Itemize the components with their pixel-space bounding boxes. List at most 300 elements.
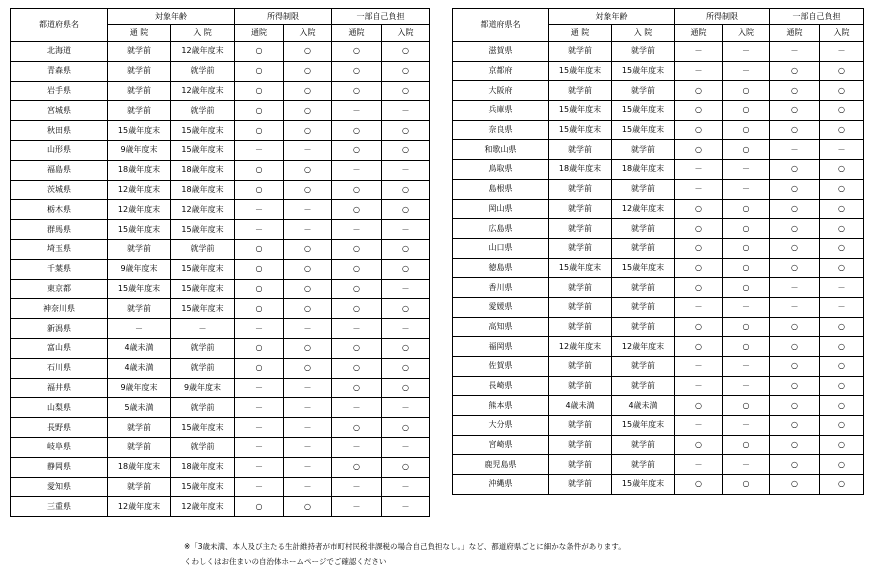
inpatient-age-cell: 15歳年度末 xyxy=(612,416,675,436)
copay-outpatient-cell: ○ xyxy=(332,140,382,160)
income-limit-header: 所得制限 xyxy=(675,9,770,25)
table-row xyxy=(453,317,864,337)
prefecture-name-cell: 福岡県 xyxy=(453,337,549,357)
table-row xyxy=(453,337,864,357)
outpatient-age-cell: 就学前 xyxy=(549,238,612,258)
income-limit-inpatient-cell: ○ xyxy=(723,101,770,121)
sub-header-inpatient: 入院 xyxy=(284,25,332,42)
inpatient-age-cell: 15歳年度末 xyxy=(171,418,235,438)
inpatient-age-cell: 就学前 xyxy=(612,179,675,199)
table-row xyxy=(11,160,430,180)
table-row xyxy=(11,101,430,121)
inpatient-age-cell: 12歳年度末 xyxy=(171,81,235,101)
copay-outpatient-cell: － xyxy=(332,497,382,517)
income-limit-outpatient-cell: ○ xyxy=(675,199,723,219)
prefecture-name-cell: 広島県 xyxy=(453,219,549,239)
outpatient-age-cell: 就学前 xyxy=(549,219,612,239)
copay-outpatient-cell: ○ xyxy=(770,317,820,337)
prefecture-name-cell: 京都府 xyxy=(453,61,549,81)
sub-header-inpatient: 入院 xyxy=(820,25,864,42)
income-limit-outpatient-cell: ○ xyxy=(675,101,723,121)
sub-header-inpatient: 入院 xyxy=(382,25,430,42)
table-row xyxy=(11,437,430,457)
copay-outpatient-cell: ○ xyxy=(332,121,382,141)
income-limit-inpatient-cell: － xyxy=(723,160,770,180)
inpatient-age-cell: 就学前 xyxy=(612,140,675,160)
income-limit-outpatient-cell: ○ xyxy=(235,338,284,358)
income-limit-inpatient-cell: ○ xyxy=(284,299,332,319)
table-row xyxy=(11,457,430,477)
copay-inpatient-cell: － xyxy=(382,437,430,457)
income-limit-outpatient-cell: － xyxy=(235,437,284,457)
copay-inpatient-cell: ○ xyxy=(382,180,430,200)
inpatient-age-cell: 12歳年度末 xyxy=(171,200,235,220)
copay-inpatient-cell: － xyxy=(382,477,430,497)
copay-outpatient-cell: ○ xyxy=(770,101,820,121)
income-limit-inpatient-cell: ○ xyxy=(284,358,332,378)
outpatient-age-cell: 就学前 xyxy=(549,376,612,396)
income-limit-inpatient-cell: － xyxy=(284,398,332,418)
inpatient-age-cell: 就学前 xyxy=(612,42,675,62)
prefecture-name-cell: 岐阜県 xyxy=(11,437,108,457)
prefecture-name-cell: 埼玉県 xyxy=(11,239,108,259)
outpatient-age-cell: 就学前 xyxy=(549,199,612,219)
inpatient-age-cell: 就学前 xyxy=(171,101,235,121)
income-limit-inpatient-cell: ○ xyxy=(284,279,332,299)
outpatient-age-cell: 4歳未満 xyxy=(549,396,612,416)
outpatient-age-cell: 就学前 xyxy=(549,317,612,337)
copay-outpatient-cell: － xyxy=(332,319,382,339)
table-row xyxy=(453,297,864,317)
inpatient-age-cell: 15歳年度末 xyxy=(612,120,675,140)
outpatient-age-cell: 就学前 xyxy=(549,140,612,160)
prefecture-name-cell: 神奈川県 xyxy=(11,299,108,319)
income-limit-inpatient-cell: ○ xyxy=(723,396,770,416)
table-row xyxy=(453,120,864,140)
income-limit-outpatient-cell: ○ xyxy=(675,278,723,298)
table-row xyxy=(11,140,430,160)
outpatient-age-cell: 就学前 xyxy=(108,437,171,457)
prefecture-name-cell: 石川県 xyxy=(11,358,108,378)
inpatient-age-cell: 15歳年度末 xyxy=(171,220,235,240)
income-limit-outpatient-cell: ○ xyxy=(675,396,723,416)
table-row xyxy=(11,121,430,141)
copay-inpatient-cell: ○ xyxy=(820,160,864,180)
income-limit-outpatient-cell: ○ xyxy=(235,239,284,259)
inpatient-age-cell: 就学前 xyxy=(612,455,675,475)
income-limit-outpatient-cell: － xyxy=(235,220,284,240)
outpatient-age-cell: 就学前 xyxy=(549,81,612,101)
copay-inpatient-cell: － xyxy=(382,220,430,240)
table-row xyxy=(11,497,430,517)
prefecture-name-cell: 沖縄県 xyxy=(453,475,549,495)
copay-inpatient-cell: ○ xyxy=(820,238,864,258)
table-row xyxy=(453,61,864,81)
inpatient-age-cell: － xyxy=(171,319,235,339)
outpatient-age-cell: 12歳年度末 xyxy=(108,180,171,200)
copay-outpatient-cell: ○ xyxy=(332,180,382,200)
prefecture-name-cell: 茨城県 xyxy=(11,180,108,200)
prefecture-name-cell: 東京都 xyxy=(11,279,108,299)
income-limit-inpatient-cell: － xyxy=(723,357,770,377)
income-limit-inpatient-cell: ○ xyxy=(723,317,770,337)
prefecture-name-cell: 長野県 xyxy=(11,418,108,438)
copay-inpatient-cell: ○ xyxy=(382,239,430,259)
income-limit-outpatient-cell: － xyxy=(675,61,723,81)
copay-inpatient-cell: ○ xyxy=(382,259,430,279)
outpatient-age-cell: 9歳年度末 xyxy=(108,259,171,279)
copay-outpatient-cell: ○ xyxy=(770,61,820,81)
copay-inpatient-cell: ○ xyxy=(382,299,430,319)
copay-outpatient-cell: ○ xyxy=(332,239,382,259)
table-row xyxy=(453,140,864,160)
inpatient-age-cell: 9歳年度末 xyxy=(171,378,235,398)
copay-outpatient-cell: ○ xyxy=(770,81,820,101)
copay-outpatient-cell: ○ xyxy=(770,337,820,357)
income-limit-inpatient-cell: － xyxy=(723,179,770,199)
right-table-body xyxy=(453,42,864,495)
outpatient-age-cell: 15歳年度末 xyxy=(549,258,612,278)
copay-inpatient-cell: ○ xyxy=(820,455,864,475)
income-limit-outpatient-cell: － xyxy=(235,477,284,497)
prefecture-header: 都道府県名 xyxy=(11,9,108,42)
inpatient-age-cell: 18歳年度末 xyxy=(171,457,235,477)
copay-outpatient-cell: － xyxy=(332,160,382,180)
inpatient-age-cell: 15歳年度末 xyxy=(171,140,235,160)
income-limit-outpatient-cell: ○ xyxy=(675,435,723,455)
income-limit-outpatient-cell: － xyxy=(675,297,723,317)
copay-inpatient-cell: ○ xyxy=(382,140,430,160)
copay-outpatient-cell: ○ xyxy=(770,475,820,495)
outpatient-age-cell: 就学前 xyxy=(549,278,612,298)
table-row xyxy=(453,199,864,219)
copay-inpatient-cell: ○ xyxy=(382,378,430,398)
income-limit-outpatient-cell: ○ xyxy=(235,160,284,180)
outpatient-age-cell: 12歳年度末 xyxy=(108,200,171,220)
income-limit-inpatient-cell: － xyxy=(284,319,332,339)
outpatient-age-cell: 就学前 xyxy=(549,297,612,317)
copay-outpatient-cell: － xyxy=(332,477,382,497)
prefecture-header: 都道府県名 xyxy=(453,9,549,42)
prefecture-name-cell: 福島県 xyxy=(11,160,108,180)
inpatient-age-cell: 就学前 xyxy=(612,376,675,396)
right-prefecture-table xyxy=(452,8,864,495)
table-row xyxy=(453,238,864,258)
table-row xyxy=(453,42,864,62)
income-limit-inpatient-cell: － xyxy=(723,376,770,396)
inpatient-age-cell: 就学前 xyxy=(612,219,675,239)
income-limit-outpatient-cell: － xyxy=(235,398,284,418)
table-row xyxy=(453,219,864,239)
prefecture-name-cell: 佐賀県 xyxy=(453,357,549,377)
outpatient-age-cell: 就学前 xyxy=(549,42,612,62)
inpatient-age-cell: 18歳年度末 xyxy=(171,180,235,200)
inpatient-age-cell: 12歳年度末 xyxy=(612,337,675,357)
table-row xyxy=(453,278,864,298)
income-limit-inpatient-cell: ○ xyxy=(284,81,332,101)
table-row xyxy=(11,239,430,259)
income-limit-inpatient-cell: ○ xyxy=(284,180,332,200)
income-limit-inpatient-cell: ○ xyxy=(284,259,332,279)
left-table-body xyxy=(11,42,430,517)
copay-inpatient-cell: ○ xyxy=(382,457,430,477)
table-row xyxy=(453,396,864,416)
copay-outpatient-cell: ○ xyxy=(332,200,382,220)
sub-header-outpatient: 通院 xyxy=(235,25,284,42)
outpatient-age-cell: 就学前 xyxy=(108,299,171,319)
inpatient-age-cell: 15歳年度末 xyxy=(171,259,235,279)
prefecture-name-cell: 山形県 xyxy=(11,140,108,160)
inpatient-age-cell: 就学前 xyxy=(171,398,235,418)
sub-header-outpatient: 通 院 xyxy=(108,25,171,42)
income-limit-inpatient-cell: ○ xyxy=(723,140,770,160)
prefecture-name-cell: 宮城県 xyxy=(11,101,108,121)
copay-outpatient-cell: ○ xyxy=(332,299,382,319)
income-limit-outpatient-cell: ○ xyxy=(235,497,284,517)
copay-inpatient-cell: ○ xyxy=(820,357,864,377)
copay-inpatient-cell: ○ xyxy=(382,81,430,101)
copay-outpatient-cell: ○ xyxy=(332,378,382,398)
prefecture-name-cell: 千葉県 xyxy=(11,259,108,279)
copay-outpatient-cell: － xyxy=(770,278,820,298)
copay-outpatient-cell: ○ xyxy=(770,455,820,475)
income-limit-outpatient-cell: ○ xyxy=(675,238,723,258)
sub-header-inpatient: 入 院 xyxy=(171,25,235,42)
prefecture-name-cell: 愛知県 xyxy=(11,477,108,497)
income-limit-inpatient-cell: － xyxy=(723,42,770,62)
prefecture-name-cell: 宮崎県 xyxy=(453,435,549,455)
income-limit-outpatient-cell: ○ xyxy=(675,337,723,357)
table-row xyxy=(11,358,430,378)
income-limit-outpatient-cell: － xyxy=(675,42,723,62)
copay-inpatient-cell: ○ xyxy=(382,121,430,141)
inpatient-age-cell: 15歳年度末 xyxy=(171,299,235,319)
copay-outpatient-cell: ○ xyxy=(332,81,382,101)
prefecture-name-cell: 島根県 xyxy=(453,179,549,199)
income-limit-inpatient-cell: ○ xyxy=(723,278,770,298)
table-row xyxy=(11,220,430,240)
prefecture-name-cell: 青森県 xyxy=(11,61,108,81)
copay-inpatient-cell: － xyxy=(382,279,430,299)
income-limit-inpatient-cell: － xyxy=(723,61,770,81)
copay-outpatient-cell: ○ xyxy=(332,338,382,358)
income-limit-inpatient-cell: ○ xyxy=(723,258,770,278)
prefecture-name-cell: 徳島県 xyxy=(453,258,549,278)
income-limit-inpatient-cell: ○ xyxy=(723,199,770,219)
copay-inpatient-cell: － xyxy=(820,42,864,62)
income-limit-inpatient-cell: ○ xyxy=(723,81,770,101)
table-row xyxy=(453,179,864,199)
table-row xyxy=(11,180,430,200)
income-limit-inpatient-cell: － xyxy=(284,378,332,398)
table-row xyxy=(453,81,864,101)
income-limit-outpatient-cell: ○ xyxy=(675,475,723,495)
income-limit-inpatient-cell: － xyxy=(284,140,332,160)
copay-inpatient-cell: ○ xyxy=(820,179,864,199)
income-limit-inpatient-cell: ○ xyxy=(723,219,770,239)
income-limit-outpatient-cell: ○ xyxy=(235,81,284,101)
table-row xyxy=(11,299,430,319)
copay-inpatient-cell: － xyxy=(820,140,864,160)
outpatient-age-cell: 就学前 xyxy=(549,475,612,495)
prefecture-name-cell: 鳥取県 xyxy=(453,160,549,180)
income-limit-inpatient-cell: ○ xyxy=(284,497,332,517)
copay-outpatient-cell: ○ xyxy=(332,42,382,62)
income-limit-outpatient-cell: － xyxy=(235,378,284,398)
income-limit-outpatient-cell: ○ xyxy=(235,101,284,121)
copay-inpatient-cell: ○ xyxy=(820,317,864,337)
income-limit-inpatient-cell: ○ xyxy=(284,101,332,121)
outpatient-age-cell: 就学前 xyxy=(108,42,171,62)
income-limit-outpatient-cell: － xyxy=(235,319,284,339)
copay-inpatient-cell: ○ xyxy=(820,101,864,121)
copay-outpatient-cell: ○ xyxy=(332,457,382,477)
outpatient-age-cell: 就学前 xyxy=(549,357,612,377)
prefecture-name-cell: 鹿児島県 xyxy=(453,455,549,475)
income-limit-outpatient-cell: － xyxy=(675,416,723,436)
inpatient-age-cell: 就学前 xyxy=(171,437,235,457)
income-limit-outpatient-cell: － xyxy=(235,457,284,477)
outpatient-age-cell: 就学前 xyxy=(549,179,612,199)
copay-inpatient-cell: － xyxy=(820,297,864,317)
left-prefecture-table xyxy=(10,8,430,517)
income-limit-outpatient-cell: ○ xyxy=(235,299,284,319)
copay-inpatient-cell: － xyxy=(382,160,430,180)
table-row xyxy=(11,319,430,339)
copay-outpatient-cell: － xyxy=(332,398,382,418)
prefecture-name-cell: 北海道 xyxy=(11,42,108,62)
income-limit-inpatient-cell: － xyxy=(284,477,332,497)
copay-outpatient-cell: ○ xyxy=(770,199,820,219)
copay-outpatient-cell: ○ xyxy=(770,219,820,239)
prefecture-name-cell: 長崎県 xyxy=(453,376,549,396)
prefecture-name-cell: 富山県 xyxy=(11,338,108,358)
income-limit-outpatient-cell: ○ xyxy=(235,42,284,62)
table-row xyxy=(11,279,430,299)
table-row xyxy=(453,160,864,180)
copay-inpatient-cell: ○ xyxy=(382,42,430,62)
inpatient-age-cell: 4歳未満 xyxy=(612,396,675,416)
copay-inpatient-cell: ○ xyxy=(820,416,864,436)
inpatient-age-cell: 就学前 xyxy=(612,278,675,298)
inpatient-age-cell: 就学前 xyxy=(612,297,675,317)
inpatient-age-cell: 12歳年度末 xyxy=(171,42,235,62)
copay-inpatient-cell: ○ xyxy=(820,396,864,416)
prefecture-name-cell: 兵庫県 xyxy=(453,101,549,121)
copay-inpatient-cell: ○ xyxy=(382,358,430,378)
prefecture-name-cell: 大阪府 xyxy=(453,81,549,101)
table-row xyxy=(453,376,864,396)
copay-inpatient-cell: － xyxy=(820,278,864,298)
income-limit-inpatient-cell: ○ xyxy=(723,475,770,495)
copay-outpatient-cell: ○ xyxy=(332,61,382,81)
inpatient-age-cell: 18歳年度末 xyxy=(612,160,675,180)
copay-outpatient-cell: － xyxy=(332,220,382,240)
copay-outpatient-cell: ○ xyxy=(770,160,820,180)
income-limit-inpatient-cell: ○ xyxy=(284,338,332,358)
copay-outpatient-cell: ○ xyxy=(770,120,820,140)
prefecture-name-cell: 高知県 xyxy=(453,317,549,337)
outpatient-age-cell: 就学前 xyxy=(108,418,171,438)
copay-outpatient-cell: ○ xyxy=(770,376,820,396)
table-row xyxy=(11,61,430,81)
prefecture-name-cell: 福井県 xyxy=(11,378,108,398)
prefecture-name-cell: 愛媛県 xyxy=(453,297,549,317)
income-limit-header: 所得制限 xyxy=(235,9,332,25)
income-limit-outpatient-cell: ○ xyxy=(235,180,284,200)
prefecture-name-cell: 静岡県 xyxy=(11,457,108,477)
income-limit-inpatient-cell: ○ xyxy=(284,61,332,81)
income-limit-inpatient-cell: － xyxy=(723,297,770,317)
income-limit-outpatient-cell: － xyxy=(675,357,723,377)
income-limit-inpatient-cell: － xyxy=(723,455,770,475)
copay-outpatient-cell: ○ xyxy=(770,238,820,258)
inpatient-age-cell: 15歳年度末 xyxy=(612,61,675,81)
income-limit-outpatient-cell: ○ xyxy=(235,279,284,299)
inpatient-age-cell: 就学前 xyxy=(612,317,675,337)
income-limit-outpatient-cell: － xyxy=(675,455,723,475)
outpatient-age-cell: 9歳年度末 xyxy=(108,378,171,398)
table-row xyxy=(11,200,430,220)
income-limit-outpatient-cell: － xyxy=(235,140,284,160)
copay-inpatient-cell: ○ xyxy=(820,475,864,495)
prefecture-name-cell: 奈良県 xyxy=(453,120,549,140)
inpatient-age-cell: 就学前 xyxy=(612,435,675,455)
copay-inpatient-cell: ○ xyxy=(382,418,430,438)
footnote-check-website: くわしくはお住まいの自治体ホームページでご確認ください xyxy=(184,557,387,566)
table-row xyxy=(453,475,864,495)
income-limit-outpatient-cell: ○ xyxy=(235,358,284,378)
income-limit-inpatient-cell: － xyxy=(284,200,332,220)
copay-inpatient-cell: ○ xyxy=(820,219,864,239)
sub-header-inpatient: 入 院 xyxy=(612,25,675,42)
copay-inpatient-cell: － xyxy=(382,497,430,517)
prefecture-name-cell: 香川県 xyxy=(453,278,549,298)
table-row xyxy=(453,455,864,475)
income-limit-outpatient-cell: ○ xyxy=(235,121,284,141)
copay-inpatient-cell: － xyxy=(382,101,430,121)
outpatient-age-cell: 15歳年度末 xyxy=(108,121,171,141)
income-limit-inpatient-cell: ○ xyxy=(284,42,332,62)
income-limit-inpatient-cell: － xyxy=(723,416,770,436)
table-row xyxy=(453,101,864,121)
table-row xyxy=(453,416,864,436)
income-limit-inpatient-cell: ○ xyxy=(723,120,770,140)
inpatient-age-cell: 就学前 xyxy=(612,238,675,258)
inpatient-age-cell: 就学前 xyxy=(171,358,235,378)
income-limit-inpatient-cell: ○ xyxy=(284,160,332,180)
prefecture-name-cell: 大分県 xyxy=(453,416,549,436)
inpatient-age-cell: 15歳年度末 xyxy=(171,477,235,497)
copay-inpatient-cell: ○ xyxy=(820,81,864,101)
copay-outpatient-cell: ○ xyxy=(770,179,820,199)
copay-inpatient-cell: － xyxy=(382,319,430,339)
copay-inpatient-cell: ○ xyxy=(820,258,864,278)
copay-outpatient-cell: － xyxy=(770,42,820,62)
outpatient-age-cell: 15歳年度末 xyxy=(108,279,171,299)
sub-header-outpatient: 通 院 xyxy=(549,25,612,42)
income-limit-inpatient-cell: － xyxy=(284,437,332,457)
income-limit-outpatient-cell: － xyxy=(235,418,284,438)
table-row xyxy=(11,42,430,62)
outpatient-age-cell: 就学前 xyxy=(108,81,171,101)
outpatient-age-cell: 12歳年度末 xyxy=(549,337,612,357)
table-row xyxy=(11,398,430,418)
outpatient-age-cell: 就学前 xyxy=(549,455,612,475)
table-row xyxy=(453,258,864,278)
income-limit-inpatient-cell: － xyxy=(284,418,332,438)
income-limit-inpatient-cell: ○ xyxy=(723,435,770,455)
